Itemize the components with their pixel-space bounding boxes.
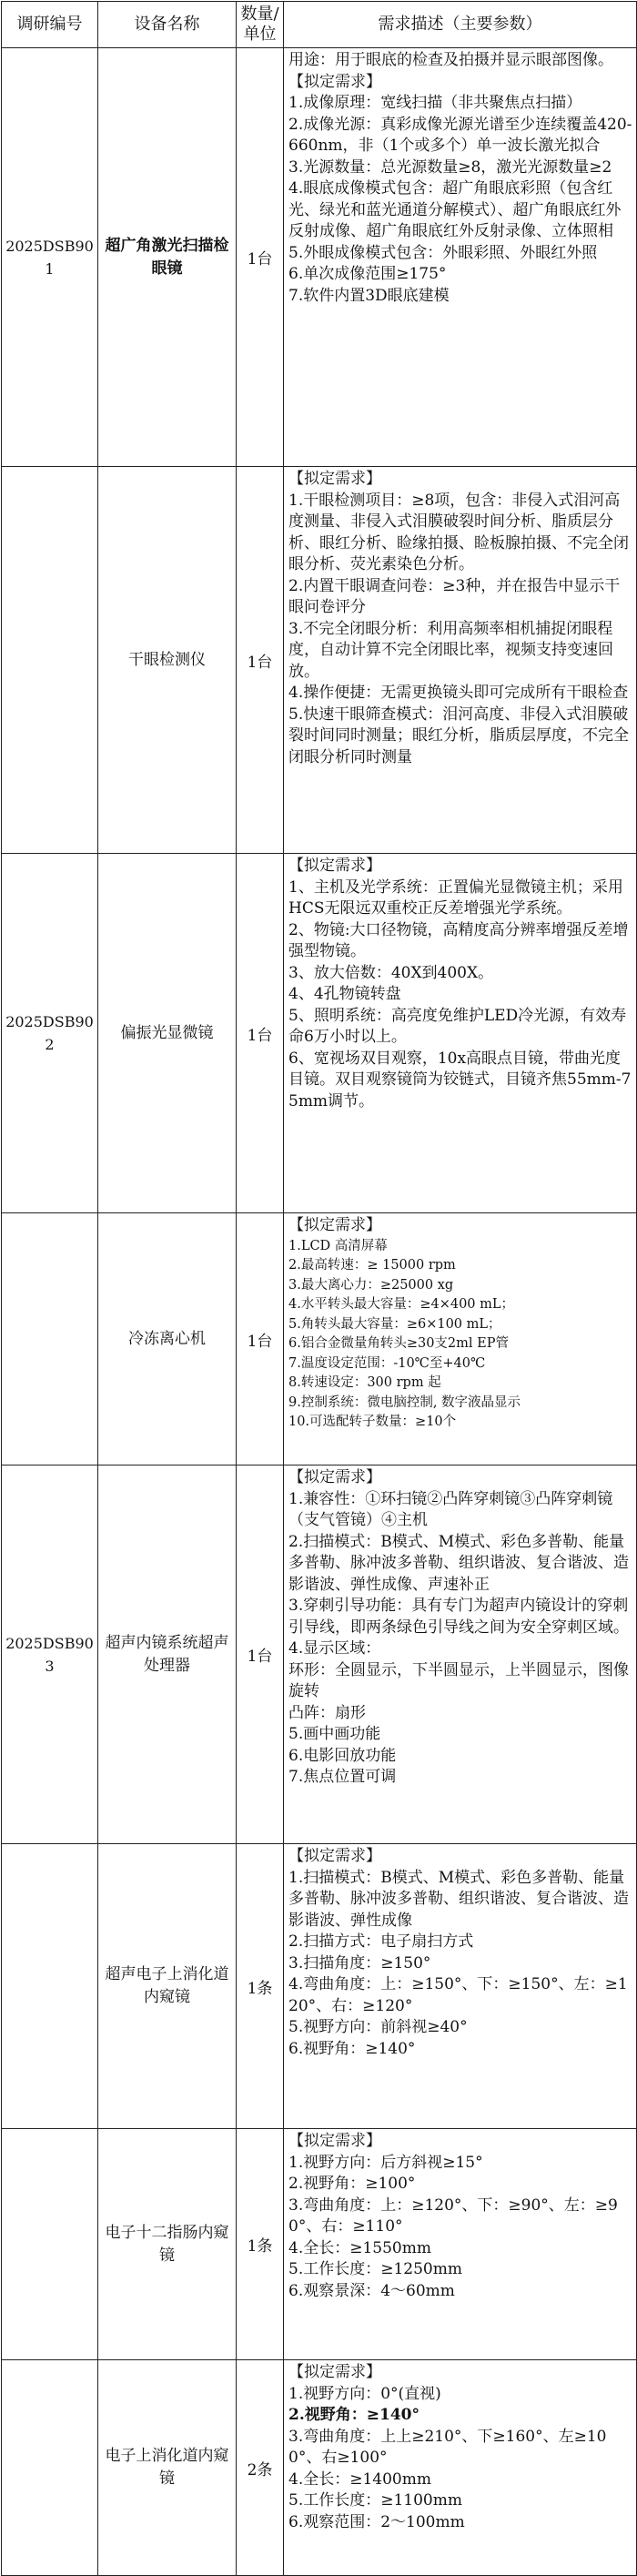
header-qty: 数量/ 单位 [237,2,284,48]
equipment-spec-table [1,1,637,2576]
requirement-line: 3.弯曲角度：上上≥210°、下≥160°、左≥100°、右≥100° [288,2427,607,2467]
requirement-line: 4、4孔物镜转盘 [288,985,401,1003]
cell-survey-code [2,1844,98,2129]
table-body [2,48,637,2576]
requirement-line: 5.工作长度：≥1250mm [288,2260,462,2278]
requirement-line: 2、物镜:大口径物镜，高精度高分辨率增强反差增强型物镜。 [288,920,629,960]
requirement-line: 5、照明系统：高亮度免维护LED冷光源，有效寿命6万小时以上。 [288,1006,627,1046]
requirement-line: 6.单次成像范围≥175° [288,265,447,283]
requirement-line: 6.观察景深：4～60mm [288,2281,455,2300]
requirement-line: 凸阵：扇形 [288,1703,366,1722]
cell-requirements [284,467,637,854]
requirement-line: 3.不完全闭眼分析：利用高频率相机捕捉闭眼程度，自动计算不完全闭眼比率，视频支持变速回放。 [288,619,613,681]
requirement-line: 用途：用于眼底的检查及拍摄并显示眼部图像。 [288,51,613,69]
requirement-line: 3.弯曲角度：上：≥120°、下：≥90°、左：≥90°、右：≥110° [288,2196,618,2236]
table-row [2,1465,637,1844]
cell-quantity: 1台 [237,1213,284,1465]
requirement-line: 4.操作便捷：无需更换镜头即可完成所有干眼检查 [288,684,629,702]
cell-quantity: 1台 [237,854,284,1213]
requirement-line: 2.扫描方式：电子扇扫方式 [288,1932,474,1951]
cell-survey-code: 2025DSB90 1 [2,48,98,467]
cell-device-name: 冷冻离心机 [98,1213,237,1465]
cell-device-name: 超声内镜系统超声处理器 [98,1465,237,1844]
cell-quantity: 2条 [237,2360,284,2576]
cell-quantity: 1台 [237,467,284,854]
requirement-line: 2.内置干眼调查问卷：≥3种，并在报告中显示干眼问卷评分 [288,576,621,616]
requirement-line: 【拟定需求】 [288,857,381,875]
requirement-line: 【拟定需求】 [288,1847,381,1865]
table-row [2,1844,637,2129]
table-row [2,1213,637,1465]
requirement-line: 【拟定需求】 [288,1216,381,1234]
cell-device-name: 干眼检测仪 [98,467,237,854]
requirement-line: 【拟定需求】 [288,1468,381,1486]
cell-requirements [284,2360,637,2576]
cell-device-name: 偏振光显微镜 [98,854,237,1213]
requirement-line: 2.扫描模式：B模式、M模式、彩色多普勒、能量多普勒、脉冲波多普勒、组织谐波、复合谐波、造影谐波、弹性成像、声速补正 [288,1532,629,1594]
requirement-line: 1.视野方向：后方斜视≥15° [288,2153,483,2172]
requirement-line: 4.全长：≥1400mm [288,2470,431,2489]
requirement-line: 5.角转头最大容量：≥6×100 mL； [288,1316,501,1332]
table-header-row [2,2,637,48]
table-row [2,854,637,1213]
header-desc: 需求描述（主要参数） [284,2,637,48]
requirement-line: 4.显示区域： [288,1639,381,1658]
cell-quantity: 1条 [237,2129,284,2360]
requirement-line: 4.水平转头最大容量：≥4×400 mL； [288,1297,515,1312]
requirement-line: 5.工作长度：≥1100mm [288,2491,462,2510]
cell-device-name: 超广角激光扫描检眼镜 [98,48,237,467]
requirement-line: 3.光源数量：总光源数量≥8，激光光源数量≥2 [288,157,612,177]
requirement-line: 7.软件内置3D眼底建模 [288,286,450,305]
requirement-line: 5.视野方向：前斜视≥40° [288,2018,468,2036]
table-row [2,2360,637,2576]
requirement-line: 7.温度设定范围：-10℃至+40℃ [288,1355,486,1371]
cell-device-name: 超声电子上消化道内窥镜 [98,1844,237,2129]
requirement-line: 环形：全圆显示，下半圆显示，上半圆显示，图像旋转 [288,1660,629,1700]
requirement-line: 1.成像原理：宽线扫描（非共聚焦点扫描） [288,94,582,112]
requirement-line: 6.观察范围：2～100mm [288,2512,465,2531]
requirement-line: 9.控制系统：微电脑控制, 数字液晶显示 [288,1394,521,1410]
requirement-line: 1.LCD 高清屏幕 [288,1238,388,1253]
cell-requirements [284,1844,637,2129]
requirement-line: 8.转速设定：300 rpm 起 [288,1375,441,1390]
cell-device-name: 电子上消化道内窥镜 [98,2360,237,2576]
document-page [0,1,637,2531]
requirement-line: 1、主机及光学系统：正置偏光显微镜主机；采用HCS无限远双重校正反差增强光学系统。 [288,877,623,918]
cell-requirements [284,1213,637,1465]
requirement-line: 4.弯曲角度：上：≥150°、下：≥150°、左：≥120°、右：≥120° [288,1975,628,2015]
requirement-line: 6、宽视场双目观察，10x高眼点目镜，带曲光度目镜。双目观察镜筒为铰链式，目镜齐焦55mm-75mm调节。 [288,1049,632,1111]
requirement-line: 【拟定需求】 [288,2132,381,2150]
cell-requirements [284,2129,637,2360]
requirement-line: 【拟定需求】 [288,72,381,91]
table-row [2,48,637,467]
requirement-line: 5.快速干眼筛查模式：泪河高度、非侵入式泪膜破裂时间同时测量；眼红分析，脂质层厚度，不完全闭眼分析同时测量 [288,705,629,766]
requirement-line: 2.最高转速：≥ 15000 rpm [288,1258,456,1273]
header-code: 调研编号 [2,2,98,48]
requirement-line: 10.可选配转子数量：≥10个 [288,1415,457,1429]
cell-quantity: 1台 [237,48,284,467]
requirement-line: 4.全长：≥1550mm [288,2238,431,2257]
cell-requirements [284,1465,637,1844]
cell-quantity: 1条 [237,1844,284,2129]
requirement-line: 【拟定需求】 [288,470,381,488]
cell-survey-code [2,2129,98,2360]
requirement-line: 6.铝合金微量角转头≥30支2ml EP管 [288,1336,509,1351]
cell-requirements [284,48,637,467]
requirement-line: 【拟定需求】 [288,2363,381,2381]
cell-survey-code [2,467,98,854]
requirement-line: 2.成像光源：真彩成像光源光谱至少连续覆盖420-660nm，非（1个或多个）单一波长激光拟合 [288,115,632,155]
cell-requirements [284,854,637,1213]
table-row [2,2129,637,2360]
requirement-line: 6.电影回放功能 [288,1746,397,1765]
requirement-line: 3.扫描角度：≥150° [288,1953,431,1973]
requirement-line: 1.扫描模式：B模式、M模式、彩色多普勒、能量多普勒、脉冲波多普勒、组织谐波、复合谐波、造影谐波、弹性成像 [288,1868,629,1930]
requirement-line: 5.画中画功能 [288,1725,381,1743]
header-name: 设备名称 [98,2,237,48]
requirement-line: 5.外眼成像模式包含：外眼彩照、外眼红外照 [288,243,598,262]
requirement-line: 3.最大离心力：≥25000 xg [288,1277,454,1293]
cell-survey-code: 2025DSB90 3 [2,1465,98,1844]
requirement-line: 3、放大倍数：40X到400X。 [288,963,494,982]
cell-quantity: 1台 [237,1465,284,1844]
requirement-line: 2.视野角：≥140° [288,2406,420,2424]
cell-survey-code [2,1213,98,1465]
cell-survey-code: 2025DSB90 2 [2,854,98,1213]
requirement-line: 1.干眼检测项目：≥8项，包含：非侵入式泪河高度测量、非侵入式泪膜破裂时间分析、脂质层分析、眼红分析、睑缘拍摄、睑板腺拍摄、不完全闭眼分析、荧光素染色分析。 [288,491,629,573]
cell-device-name: 电子十二指肠内窥镜 [98,2129,237,2360]
requirement-line: 1.视野方向：0°(直视) [288,2384,441,2403]
requirement-line: 3.穿刺引导功能：具有专门为超声内镜设计的穿刺引导线，即两条绿色引导线之间为安全穿刺区域。 [288,1597,629,1637]
table-row [2,467,637,854]
requirement-line: 4.眼底成像模式包含：超广角眼底彩照（包含红光、绿光和蓝光通道分解模式）、超广角眼底红外反射成像、超广角眼底红外反射录像、立体照相 [288,179,622,240]
requirement-line: 2.视野角：≥100° [288,2175,416,2193]
cell-survey-code [2,2360,98,2576]
requirement-line: 6.视野角：≥140° [288,2039,416,2058]
requirement-line: 1.兼容性：①环扫镜②凸阵穿刺镜③凸阵穿刺镜（支气管镜）④主机 [288,1489,613,1529]
requirement-line: 7.焦点位置可调 [288,1768,397,1786]
